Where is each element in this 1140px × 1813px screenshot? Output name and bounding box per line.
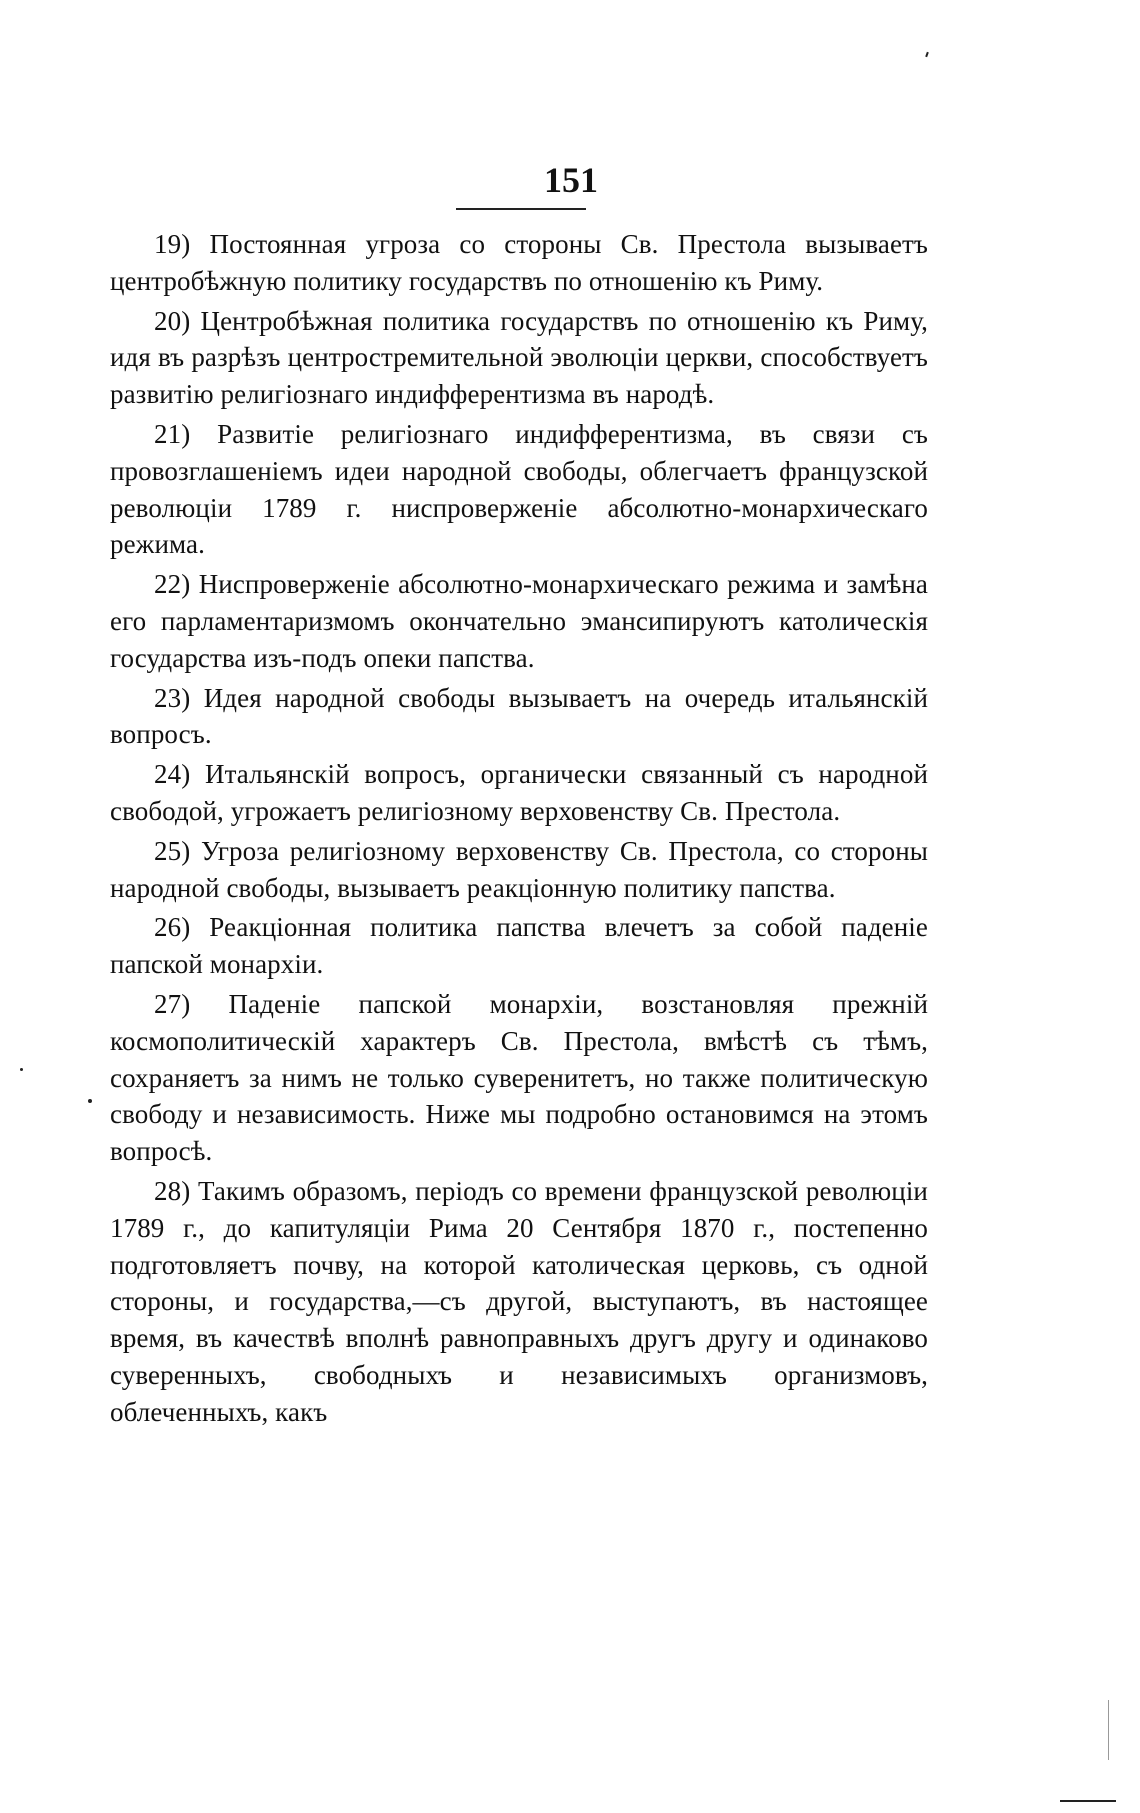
thesis-text: Угроза религіозному верховенству Св. Престола, со стороны народной свободы, вызываетъ реакціонную политику папства. — [110, 835, 928, 903]
thesis-number: 27) — [154, 988, 191, 1019]
thesis-text: Такимъ образомъ, періодъ со времени французской революціи 1789 г., до капитуляціи Рима 20 Сентября 1870 г., постепенно подготовляетъ почву, на которой католическая церковь, съ одной стороны, и государства,—съ другой, выступаютъ, въ настоящее время, въ качествѣ вполнѣ равноправныхъ другъ другу и одинаково суверенныхъ, свободныхъ и независимыхъ организмовъ, облеченныхъ, какъ — [110, 1175, 928, 1427]
header-rule — [456, 208, 586, 210]
page-body — [110, 226, 928, 1434]
thesis-19 — [110, 226, 928, 300]
thesis-number: 25) — [154, 835, 191, 866]
scan-line — [1108, 1700, 1109, 1760]
thesis-number: 19) — [154, 229, 191, 259]
scan-line — [1060, 1800, 1116, 1802]
thesis-22 — [110, 566, 928, 676]
thesis-number: 23) — [154, 682, 191, 713]
thesis-24 — [110, 756, 928, 830]
thesis-text: Развитіе религіознаго индифферентизма, въ связи съ провозглашеніемъ идеи народной свободы, облегчаетъ французской революціи 1789 г. ниспроверженіе абсолютно-монархическаго режима. — [110, 418, 928, 560]
thesis-26 — [110, 909, 928, 983]
thesis-23 — [110, 680, 928, 754]
thesis-28 — [110, 1173, 928, 1431]
thesis-text: Центробѣжная политика государствъ по отношенію къ Риму, идя въ разрѣзъ центростремительной эволюціи церкви, способствуетъ развитію религіознаго индифферентизма въ народѣ. — [110, 305, 928, 410]
scan-speck — [20, 1068, 23, 1071]
thesis-number: 21) — [154, 418, 191, 449]
thesis-text: Реакціонная политика папства влечетъ за собой паденіе папской монархіи. — [110, 912, 928, 980]
page-number: 151 — [544, 160, 598, 200]
thesis-27 — [110, 986, 928, 1170]
scan-speck — [925, 52, 929, 57]
scan-speck — [88, 1099, 92, 1103]
thesis-text: Идея народной свободы вызываетъ на очередь итальянскій вопросъ. — [110, 682, 928, 750]
thesis-text: Ниспроверженіе абсолютно-монархическаго режима и замѣна его парламентаризмомъ окончательно эмансипируютъ католическія государства изъ-подъ опеки папства. — [110, 569, 928, 673]
thesis-number: 26) — [154, 912, 191, 943]
thesis-text: Паденіе папской монархіи, возстановляя прежній космополитическій характеръ Св. Престола, вмѣстѣ съ тѣмъ, сохраняетъ за нимъ не только суверенитетъ, но также политическую свободу и независимость. Ниже мы подробно остановимся на этомъ вопросѣ. — [110, 988, 928, 1167]
thesis-number: 28) — [154, 1175, 191, 1206]
thesis-25 — [110, 833, 928, 907]
thesis-20 — [110, 303, 928, 413]
thesis-21 — [110, 416, 928, 563]
thesis-text: Итальянскій вопросъ, органически связанный съ народной свободой, угрожаетъ религіозному верховенству Св. Престола. — [110, 759, 929, 826]
thesis-number: 22) — [154, 569, 191, 600]
thesis-number: 24) — [154, 759, 191, 790]
thesis-number: 20) — [154, 305, 191, 336]
thesis-text: Постоянная угроза со стороны Св. Престола вызываетъ центробѣжную политику государствъ по отношенію къ Риму. — [110, 229, 928, 296]
